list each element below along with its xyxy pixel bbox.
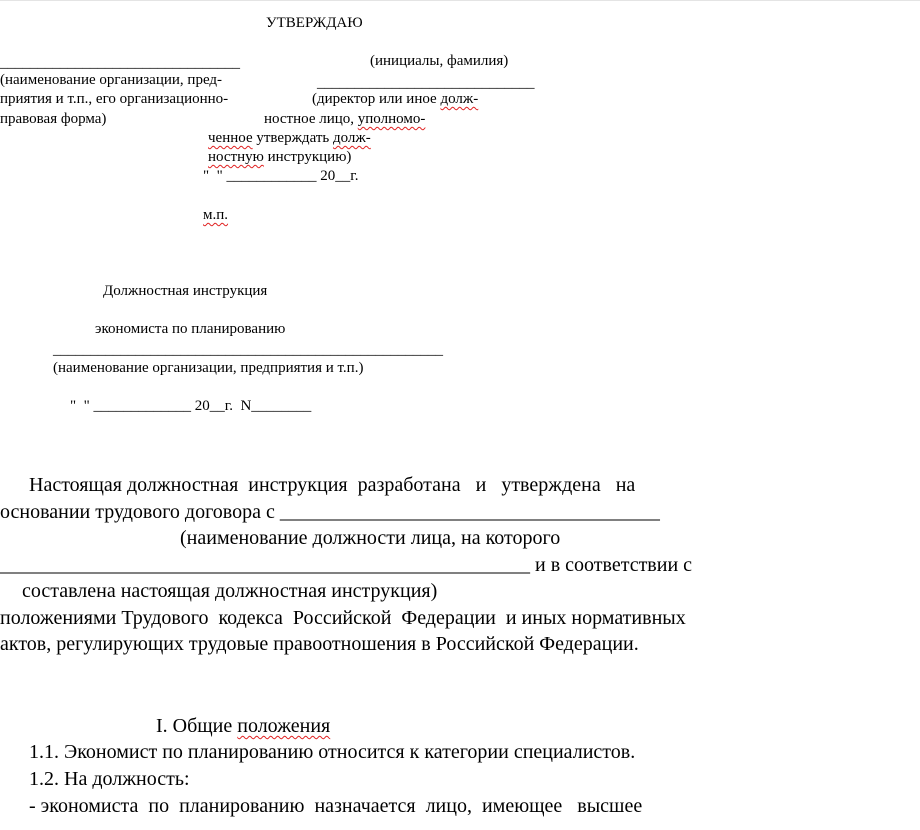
- item-1-2-bullet: - экономиста по планированию назначается лицо, имеющее высшее: [29, 795, 643, 817]
- document-title-line-2: экономиста по планированию: [95, 321, 286, 337]
- page-top-edge: [0, 0, 920, 1]
- document-title-line-1: Должностная инструкция: [103, 283, 268, 299]
- org-name-line: ________________________________: [0, 55, 240, 71]
- org-caption-line-2: приятия и т.п., его организационно-: [0, 91, 229, 107]
- director-caption-line-2: ностное лицо, уполномо-: [264, 111, 426, 127]
- signature-line: _____________________________: [317, 75, 535, 91]
- director-caption-line-3: ченное утверждать долж-: [208, 130, 371, 146]
- org-caption-line-1: (наименование организации, пред-: [0, 72, 223, 88]
- title-org-line: ____________________________________________________: [53, 342, 443, 358]
- seal-label: м.п.: [203, 207, 229, 223]
- item-1-2: 1.2. На должность:: [29, 768, 190, 790]
- body-paragraph-line-4: _____________________________________________________ и в соответствии с: [0, 554, 693, 576]
- director-caption-line-1: (директор или иное долж-: [312, 91, 479, 107]
- body-paragraph-line-3: (наименование должности лица, на которого: [180, 527, 561, 549]
- approval-date-line: " " ____________ 20__г.: [203, 168, 359, 184]
- body-paragraph-line-6: положениями Трудового кодекса Российской Федерации и иных нормативных: [0, 607, 686, 629]
- body-paragraph-line-5: составлена настоящая должностная инструкция): [22, 580, 438, 602]
- body-paragraph-line-7: актов, регулирующих трудовые правоотношения в Российской Федерации.: [0, 633, 639, 655]
- item-1-1: 1.1. Экономист по планированию относится к категории специалистов.: [29, 741, 636, 763]
- director-caption-line-4: ностную инструкцию): [208, 149, 352, 165]
- org-caption-line-3: правовая форма): [0, 111, 107, 127]
- body-paragraph-line-2: основании трудового договора с ______________________________________: [0, 501, 660, 523]
- title-org-caption: (наименование организации, предприятия и т.п.): [53, 360, 364, 376]
- body-paragraph-line-1: Настоящая должностная инструкция разработана и утверждена на: [29, 474, 636, 496]
- initials-caption: (инициалы, фамилия): [370, 53, 509, 69]
- section-1-heading: I. Общие положения: [156, 715, 331, 737]
- approval-heading: УТВЕРЖДАЮ: [266, 15, 363, 31]
- title-date-number-line: " " _____________ 20__г. N________: [70, 398, 312, 414]
